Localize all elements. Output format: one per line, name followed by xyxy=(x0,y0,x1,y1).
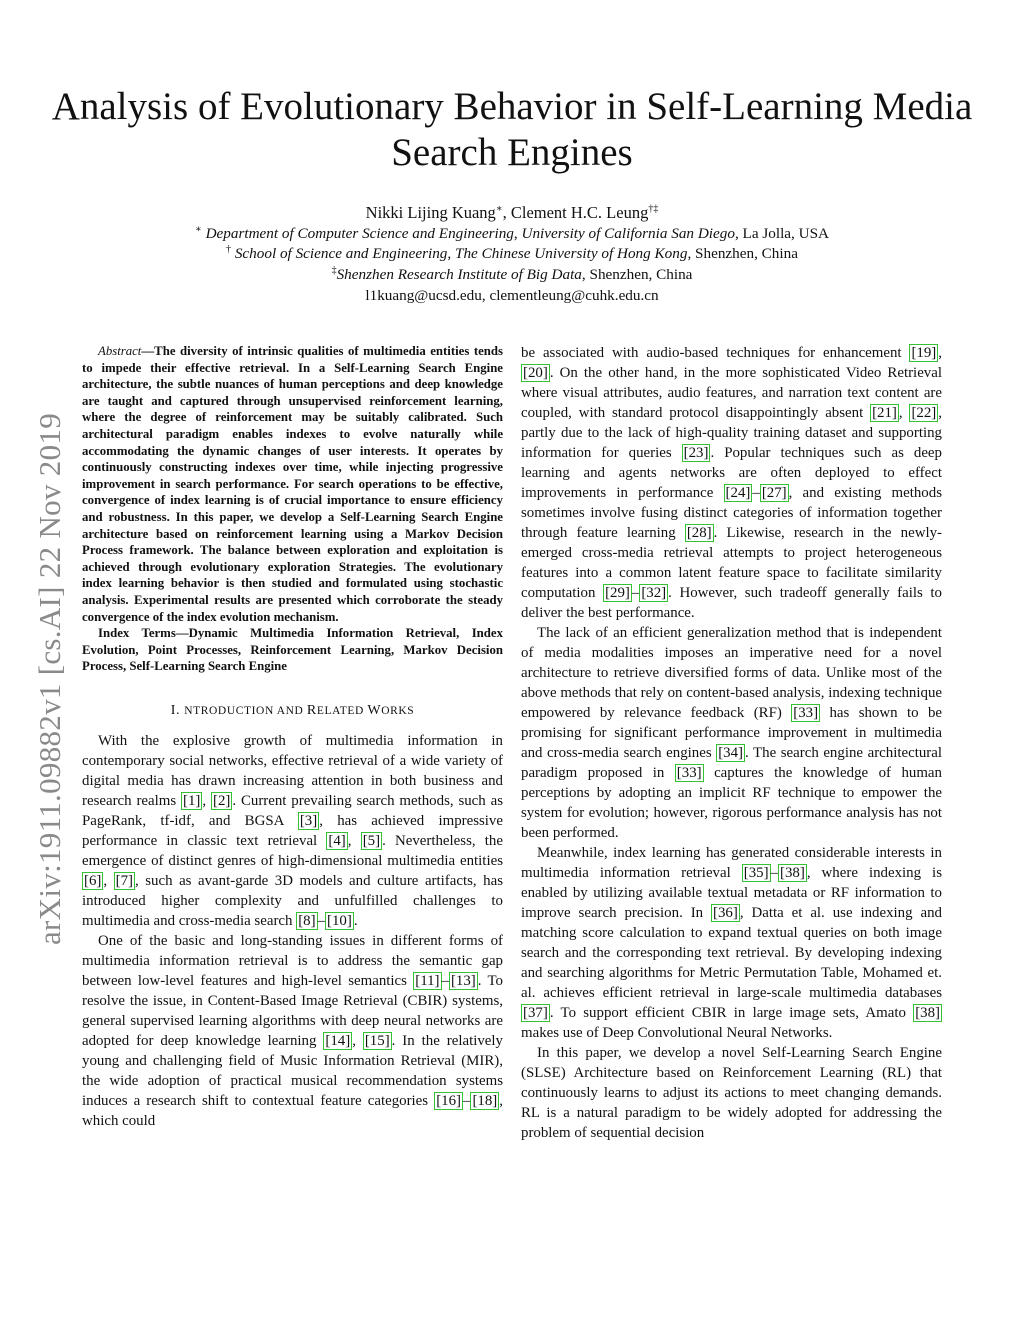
paper-title: Analysis of Evolutionary Behavior in Self-Learning Media Search Engines xyxy=(51,85,973,174)
citation-link[interactable]: [16] xyxy=(436,1092,461,1109)
index-terms-label: Index Terms xyxy=(98,626,176,641)
paragraph-text: , Datta et al. use indexing and matching score calculation to expand textual queries on both image search and the corresponding text retrieval. By developing indexing and searching algorithms for Metric Permutation Table, Mohamed et. al. achieves efficient retrieval in large-scale multimedia databases xyxy=(521,905,942,1001)
abstract-label: Abstract xyxy=(98,344,142,358)
index-terms-text: —Dynamic Multimedia Information Retrieval, Index Evolution, Point Processes, Reinforcement Learning, Markov Decision Process, Self-Learning Search Engine xyxy=(82,626,503,674)
author-mark-1: ∗ xyxy=(495,203,503,215)
citation-link[interactable]: [24] xyxy=(725,485,751,501)
section-title-part: W xyxy=(367,702,382,718)
paragraph xyxy=(521,623,942,843)
affiliation-dept: Department of Computer Science and Engineering xyxy=(205,225,514,242)
paragraph-text: , xyxy=(202,792,211,809)
paragraph-text: – xyxy=(631,585,640,601)
section-numeral: I. xyxy=(170,702,185,718)
paragraph-text: In this paper, we develop a novel Self-Learning Search Engine (SLSE) Architecture based on Reinforcement Learning (RL) that continuously learns to adjust its actions to meet changing demands. RL is a natural paradigm to be widely adopted for addressing the problem of sequential decision xyxy=(521,1045,942,1141)
citation-link[interactable]: [15] xyxy=(364,1032,390,1049)
index-terms xyxy=(82,625,503,675)
paragraph-text: , xyxy=(103,872,114,889)
citation-link[interactable]: [5] xyxy=(362,832,381,849)
affiliation-loc: , La Jolla, USA xyxy=(734,225,830,242)
citation-link[interactable]: [21] xyxy=(872,405,897,421)
paragraph-text: – xyxy=(463,1092,471,1109)
citation-link[interactable]: [27] xyxy=(761,485,787,501)
paragraph xyxy=(521,343,942,623)
paragraph-text: , such as avant-garde 3D models and culture artifacts, has introduced higher complexity and unfulfilled challenges to multimedia and cross-media search xyxy=(82,872,503,929)
affiliation-dept: Shenzhen Research Institute of Big Data xyxy=(336,266,582,283)
citation-link[interactable]: [1] xyxy=(183,792,201,809)
affiliation-2: † School of Science and Engineering, The Chinese University of Hong Kong, Shenzhen, China xyxy=(226,243,798,262)
section-title-part: R xyxy=(306,702,317,718)
paragraph-text: , and existing methods sometimes involve fusing distinct categories of information together through feature learning xyxy=(521,485,942,541)
citation-link[interactable]: [11] xyxy=(415,972,440,989)
citation-link[interactable]: [38] xyxy=(915,1005,940,1021)
paragraph xyxy=(521,1043,942,1143)
citation-link[interactable]: [36] xyxy=(713,905,738,921)
paragraph-text: – xyxy=(317,912,326,929)
affiliation-loc: , Shenzhen, China xyxy=(687,245,798,262)
author-line xyxy=(0,202,1024,223)
section-title-part: ORKS xyxy=(381,704,415,717)
citation-link[interactable]: [35] xyxy=(743,865,769,881)
paragraph-text: The lack of an efficient generalization method that is independent of media modalities imposes an imperative need for a novel architecture to retrieve diversified forms of data. Unlike most of the above methods that rely on content-based analysis, indexing technique empowered by relevance feedback (RF) xyxy=(521,625,942,721)
citation-link[interactable]: [8] xyxy=(298,912,316,929)
paragraph-text: . xyxy=(353,912,358,929)
citation-link[interactable]: [38] xyxy=(780,865,805,881)
paragraph-text: makes use of Deep Convolutional Neural Networks. xyxy=(521,1025,833,1041)
citation-link[interactable]: [20] xyxy=(523,365,548,381)
author-mark-2: †‡ xyxy=(648,203,659,215)
author-emails: l1kuang@ucsd.edu, clementleung@cuhk.edu.cn xyxy=(365,287,659,304)
citation-link[interactable]: [23] xyxy=(683,445,709,461)
paragraph-text: Meanwhile, index learning has generated considerable interests in multimedia information retrieval xyxy=(521,845,942,881)
citation-link[interactable]: [18] xyxy=(472,1092,498,1109)
affiliation-3 xyxy=(0,265,1024,285)
paragraph-text: , xyxy=(938,345,942,361)
citation-link[interactable]: [22] xyxy=(911,405,937,421)
paragraph-text: . On the other hand, in the more sophisticated Video Retrieval where visual attributes, audio features, and narration text content are coupled, with standard protocol disappointingly absent xyxy=(521,365,942,421)
author-kuang: Nikki Lijing Kuang xyxy=(365,203,496,222)
paragraph-text: . Current prevailing search methods, such as PageRank, tf-idf, and BGSA xyxy=(82,792,504,829)
paragraph-text: , partly due to the lack of high-quality training dataset and supporting information for queries xyxy=(521,405,942,461)
section-title-part: ELATED xyxy=(316,704,368,717)
abstract xyxy=(82,343,503,625)
right-column xyxy=(521,343,942,1143)
paragraph-text: . To support efficient CBIR in large image sets, Amato xyxy=(549,1005,914,1021)
citation-link[interactable]: [19] xyxy=(911,345,937,361)
affiliation-inst: University of California San Diego xyxy=(521,225,735,242)
citation-link[interactable]: [29] xyxy=(605,585,630,601)
author-leung: , Clement H.C. Leung xyxy=(502,203,649,222)
paragraph-text: . Popular techniques such as deep learning and agents networks are often deployed to effect improvements in performance xyxy=(521,445,942,501)
paragraph-text: be associated with audio-based techniques for enhancement xyxy=(521,345,910,361)
citation-link[interactable]: [13] xyxy=(450,972,476,989)
paragraph-text: , has achieved impressive performance in classic text retrieval xyxy=(82,812,503,849)
paragraph-text: . In the relatively young and challenging field of Music Information Retrieval (MIR), the wide adoption of practical musical recommendation systems induces a research shift to contextual feature categories xyxy=(82,1032,503,1109)
affiliation-loc: , Shenzhen, China xyxy=(581,266,693,283)
paragraph-text: , which could xyxy=(82,1092,503,1129)
paragraph-text: . Nevertheless, the emergence of distinct genres of high-dimensional multimedia entities xyxy=(82,832,503,869)
paragraph-text: With the explosive growth of multimedia information in contemporary social networks, effective retrieval of a wide variety of digital media has drawn increasing attention in both business and research realms xyxy=(82,732,503,809)
citation-link[interactable]: [4] xyxy=(328,832,346,849)
paragraph xyxy=(521,843,942,1043)
citation-link[interactable]: [2] xyxy=(212,792,231,809)
paragraph-text: has shown to be promising for significant performance improvement in multimedia and cross-media search engines xyxy=(521,705,943,761)
citation-link[interactable]: [14] xyxy=(325,1032,351,1049)
citation-link[interactable]: [3] xyxy=(299,812,318,829)
abstract-text: —The diversity of intrinsic qualities of multimedia entities tends to impede their effective retrieval. In a Self-Learning Search Engine architecture, the subtle nuances of human perceptions and deep knowledge are taught and captured through unsupervised reinforcement learning, where the degree of reinforcement may be suitably calibrated. Such architectural paradigm enables indexes to evolve naturally while accommodating the dynamic changes of user interests. It operates by continuously constructing indexes over time, while injecting progressive improvement in search performance. For search operations to be effective, convergence of index learning is of crucial importance to ensure efficiency and robustness. In this paper, we develop a Self-Learning Search Engine architecture based on reinforcement learning using a Markov Decision Process framework. The balance between exploration and exploitation is achieved through evolutionary exploration Strategies. The evolutionary index learning behavior is then studied and formulated using stochastic analysis. Experimental results are presented which corroborate the steady convergence of the index evolution mechanism. xyxy=(82,344,503,624)
paragraph-text: , where indexing is enabled by utilizing available textual metadata or RF information to improve search precision. In xyxy=(521,865,942,921)
arxiv-stamp: arXiv:1911.09882v1 [cs.AI] 22 Nov 2019 xyxy=(32,412,67,945)
paragraph-text: . However, such tradeoff generally fails to deliver the best performance. xyxy=(521,585,942,621)
paragraph-text: , xyxy=(898,405,910,421)
affiliation-1: ∗ Department of Computer Science and Engineering, University of California San Diego, La Jolla, USA xyxy=(194,223,830,242)
citation-link[interactable]: [32] xyxy=(641,585,667,601)
affiliation-mark: † xyxy=(226,243,232,255)
paragraph-text: – xyxy=(752,485,760,501)
paragraph-text: , xyxy=(352,1032,363,1049)
paragraph-text: – xyxy=(770,865,779,881)
citation-link[interactable]: [37] xyxy=(523,1005,548,1021)
paragraph-text: – xyxy=(441,972,449,989)
citation-link[interactable]: [6] xyxy=(84,872,102,889)
paragraph xyxy=(82,931,503,1131)
citation-link[interactable]: [28] xyxy=(686,525,712,541)
paragraph-text: captures the knowledge of human perceptions by adopting an implicit RF technique to empower the system for evolution; however, rigorous performance analysis has not been performed. xyxy=(521,765,942,841)
citation-link[interactable]: [33] xyxy=(676,765,702,781)
paragraph-text: One of the basic and long-standing issues in different forms of multimedia information retrieval is to address the semantic gap between low-level features and high-level semantics xyxy=(82,932,503,989)
citation-link[interactable]: [33] xyxy=(793,705,819,721)
left-column xyxy=(82,343,503,1131)
affiliation-dept: School of Science and Engineering xyxy=(234,245,448,262)
section-heading xyxy=(82,701,503,721)
paragraph xyxy=(82,731,503,931)
citation-link[interactable]: [7] xyxy=(115,872,133,889)
paragraph-text: . To resolve the issue, in Content-Based Image Retrieval (CBIR) systems, general supervised learning algorithms with deep neural networks are adopted for deep knowledge learning xyxy=(82,972,503,1049)
paragraph-text: . Likewise, research in the newly-emerged cross-media retrieval attempts to project heterogeneous features into a common latent feature space to facilitate similarity computation xyxy=(521,525,942,601)
affiliation-mark: ∗ xyxy=(194,223,202,235)
affiliation-inst: The Chinese University of Hong Kong xyxy=(455,245,688,262)
citation-link[interactable]: [10] xyxy=(327,912,352,929)
affiliation-mark: ‡ xyxy=(331,264,337,276)
paragraph-text: . The search engine architectural paradigm proposed in xyxy=(521,745,942,781)
paragraph-text: , xyxy=(347,832,361,849)
citation-link[interactable]: [34] xyxy=(718,745,744,761)
section-title-part: NTRODUCTION AND xyxy=(184,704,307,717)
